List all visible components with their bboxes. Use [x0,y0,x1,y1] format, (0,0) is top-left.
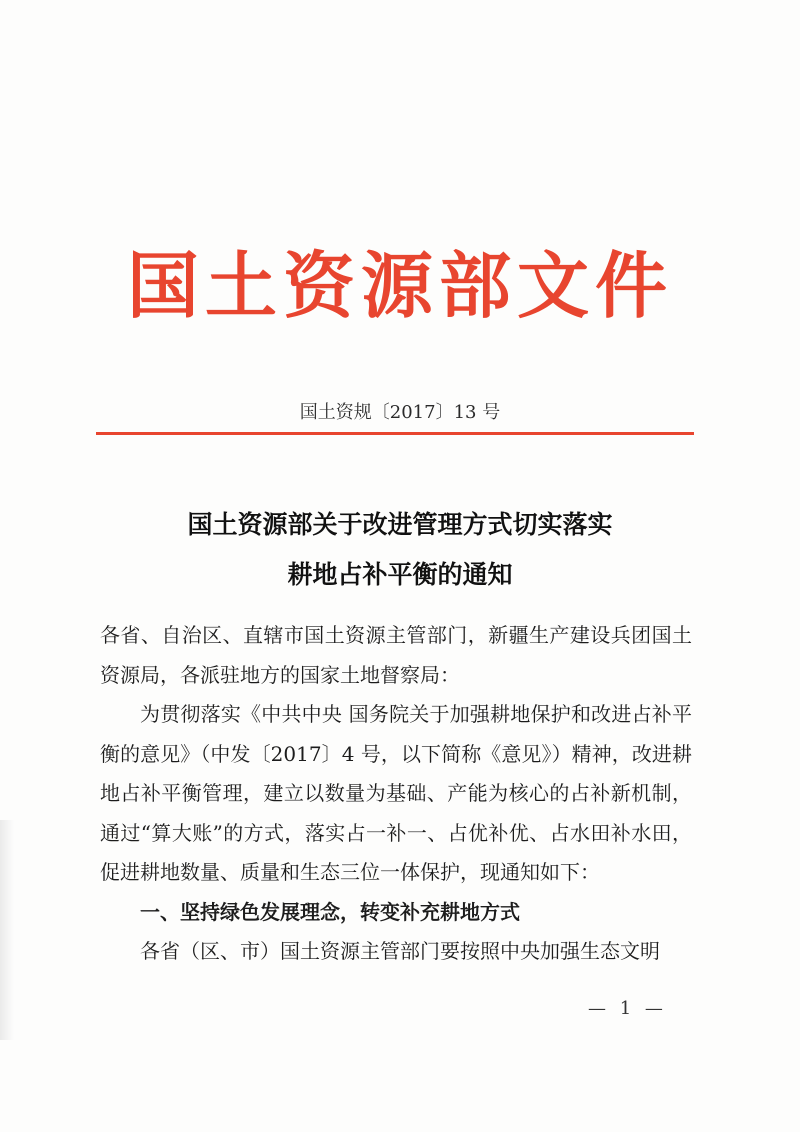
addressees-paragraph: 各省、自治区、直辖市国土资源主管部门，新疆生产建设兵团国土资源局，各派驻地方的国家土地督察局： [100,623,692,687]
section-1-paragraph: 各省（区、市）国土资源主管部门要按照中央加强生态文明 [140,939,660,963]
document-number: 国土资规〔2017〕13 号 [299,402,501,423]
title-line-1: 国土资源部关于改进管理方式切实落实 [187,510,613,539]
document-body [100,616,692,972]
page-number: — 1 — [588,998,667,1019]
issuer-header: 国土资源部文件 [126,243,673,328]
red-separator-line [96,432,694,435]
title-line-2: 耕地占补平衡的通知 [287,560,513,589]
intro-paragraph: 为贯彻落实《中共中央 国务院关于加强耕地保护和改进占补平衡的意见》（中发〔2017〕4 号，以下简称《意见》）精神，改进耕地占补平衡管理，建立以数量为基础、产能为核心的占补新机制，通过“算大账”的方式，落实占一补一、占优补优、占水田补水田，促进耕地数量、质量和生态三位一体保护，现通知如下： [100,702,692,884]
section-1-heading: 一、坚持绿色发展理念，转变补充耕地方式 [140,899,520,924]
document-title [0,500,800,600]
scan-shadow-edge [0,820,14,1040]
